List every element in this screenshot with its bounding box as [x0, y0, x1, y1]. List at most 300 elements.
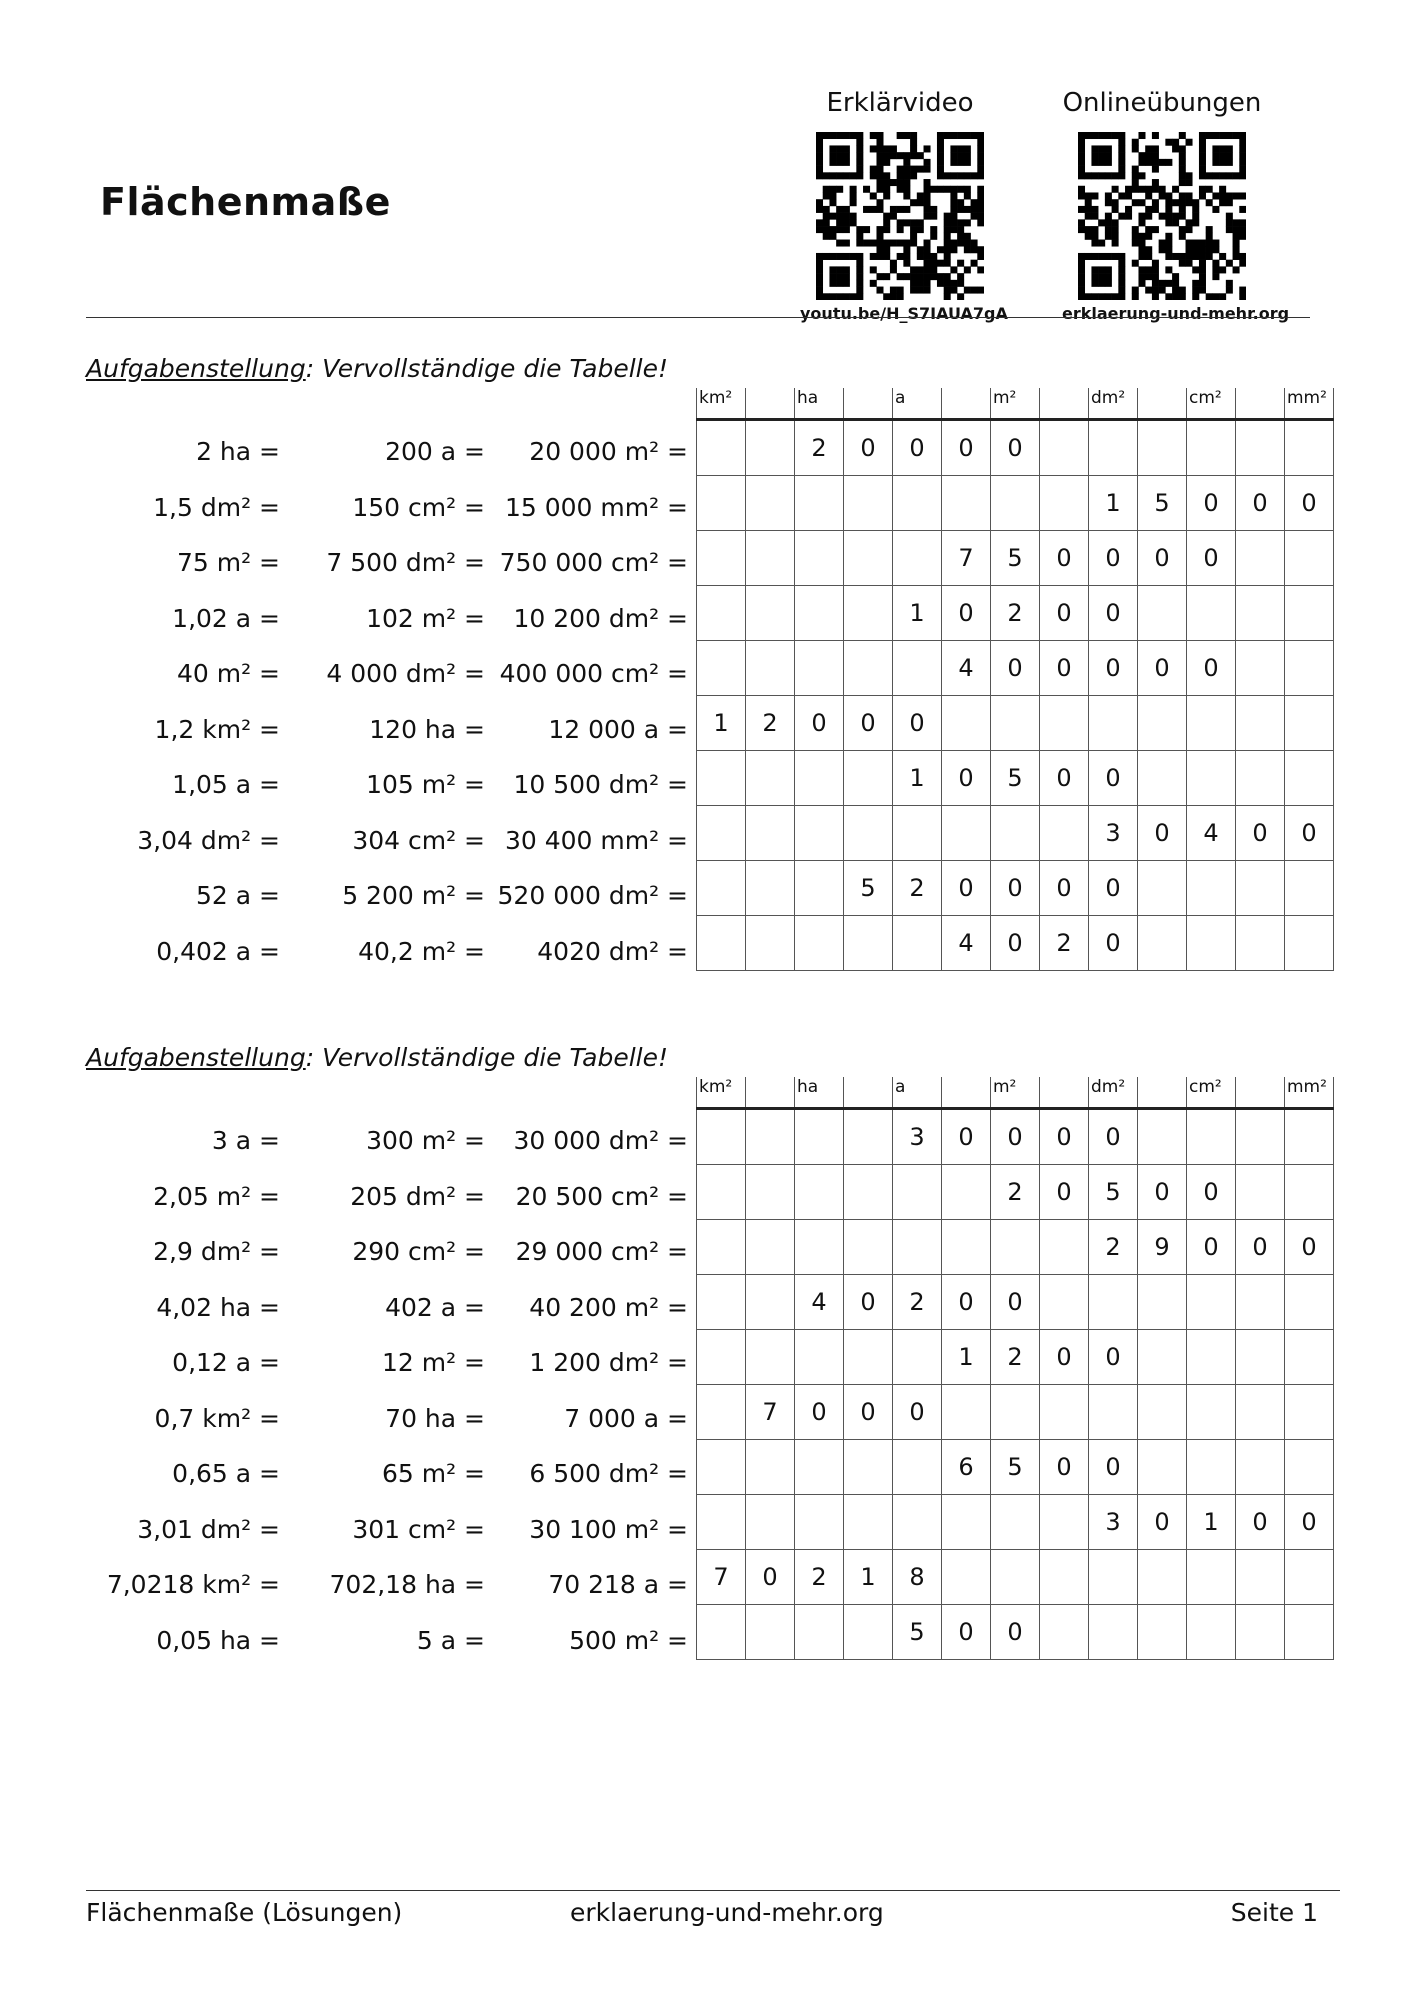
digit-cell[interactable]	[1285, 1550, 1334, 1605]
digit-cell[interactable]	[795, 1330, 844, 1385]
digit-cell[interactable]: 0	[1089, 916, 1138, 971]
digit-cell[interactable]	[697, 806, 746, 861]
digit-cell[interactable]	[697, 1165, 746, 1220]
digit-cell[interactable]	[1236, 1385, 1285, 1440]
digit-cell[interactable]: 3	[1089, 1495, 1138, 1550]
digit-cell[interactable]: 0	[1285, 1220, 1334, 1275]
digit-cell[interactable]	[746, 861, 795, 916]
table-row	[697, 1165, 1334, 1220]
digit-cell[interactable]: 5	[991, 1440, 1040, 1495]
digit-cell[interactable]	[1187, 696, 1236, 751]
digit-cell[interactable]	[1187, 1550, 1236, 1605]
digit-cell[interactable]	[697, 531, 746, 586]
digit-cell[interactable]: 0	[942, 1605, 991, 1660]
digit-cell[interactable]	[991, 696, 1040, 751]
digit-cell[interactable]: 0	[1089, 641, 1138, 696]
digit-cell[interactable]: 0	[1236, 1220, 1285, 1275]
footer-center: erklaerung-und-mehr.org	[570, 1898, 884, 1927]
digit-cell[interactable]: 0	[991, 641, 1040, 696]
digit-cell[interactable]: 0	[893, 420, 942, 476]
equation-term: 105 m² =	[366, 770, 485, 799]
unit-header: km²	[697, 1077, 746, 1109]
digit-cell[interactable]: 0	[1089, 751, 1138, 806]
digit-cell[interactable]	[1285, 1275, 1334, 1330]
digit-cell[interactable]	[893, 1330, 942, 1385]
digit-cell[interactable]: 0	[1138, 531, 1187, 586]
unit-header: dm²	[1089, 1077, 1138, 1109]
digit-cell[interactable]: 0	[844, 420, 893, 476]
digit-cell[interactable]	[697, 1495, 746, 1550]
digit-cell[interactable]	[697, 916, 746, 971]
digit-cell[interactable]	[746, 806, 795, 861]
table-row	[697, 641, 1334, 696]
digit-cell[interactable]	[844, 531, 893, 586]
digit-cell[interactable]	[1089, 1550, 1138, 1605]
digit-cell[interactable]: 1	[942, 1330, 991, 1385]
digit-cell[interactable]	[942, 1220, 991, 1275]
digit-cell[interactable]: 0	[942, 861, 991, 916]
digit-cell[interactable]	[991, 806, 1040, 861]
digit-cell[interactable]	[795, 1165, 844, 1220]
digit-cell[interactable]: 4	[942, 641, 991, 696]
digit-cell[interactable]	[1187, 586, 1236, 641]
digit-cell[interactable]: 0	[1040, 531, 1089, 586]
digit-cell[interactable]	[1236, 1330, 1285, 1385]
digit-cell[interactable]	[1187, 861, 1236, 916]
digit-cell[interactable]: 2	[893, 1275, 942, 1330]
digit-cell[interactable]	[697, 641, 746, 696]
digit-cell[interactable]: 5	[991, 531, 1040, 586]
digit-cell[interactable]	[1089, 1605, 1138, 1660]
digit-cell[interactable]	[1138, 1385, 1187, 1440]
digit-cell[interactable]: 0	[795, 696, 844, 751]
digit-cell[interactable]	[795, 586, 844, 641]
digit-cell[interactable]	[844, 1605, 893, 1660]
digit-cell[interactable]: 9	[1138, 1220, 1187, 1275]
digit-cell[interactable]	[991, 1550, 1040, 1605]
digit-cell[interactable]	[844, 641, 893, 696]
digit-cell[interactable]	[1236, 1109, 1285, 1165]
digit-cell[interactable]: 7	[746, 1385, 795, 1440]
digit-cell[interactable]: 0	[942, 420, 991, 476]
digit-cell[interactable]: 0	[991, 1275, 1040, 1330]
digit-cell[interactable]	[893, 1495, 942, 1550]
equation-term: 70 218 a =	[548, 1570, 688, 1599]
digit-cell[interactable]	[795, 1495, 844, 1550]
digit-cell[interactable]	[942, 1385, 991, 1440]
unit-header	[942, 1077, 991, 1109]
digit-cell[interactable]	[746, 1275, 795, 1330]
digit-cell[interactable]: 5	[1089, 1165, 1138, 1220]
digit-cell[interactable]: 5	[991, 751, 1040, 806]
digit-cell[interactable]	[893, 806, 942, 861]
digit-cell[interactable]: 5	[893, 1605, 942, 1660]
digit-cell[interactable]	[942, 696, 991, 751]
digit-cell[interactable]: 0	[795, 1385, 844, 1440]
digit-cell[interactable]	[1138, 1605, 1187, 1660]
digit-cell[interactable]	[1285, 751, 1334, 806]
digit-cell[interactable]: 1	[1187, 1495, 1236, 1550]
digit-cell[interactable]: 0	[1138, 641, 1187, 696]
digit-cell[interactable]	[1138, 861, 1187, 916]
digit-cell[interactable]: 2	[893, 861, 942, 916]
digit-cell[interactable]	[697, 861, 746, 916]
digit-cell[interactable]: 0	[942, 751, 991, 806]
digit-cell[interactable]	[1187, 1440, 1236, 1495]
equation-term: 0,402 a =	[156, 936, 280, 966]
digit-cell[interactable]	[1138, 1275, 1187, 1330]
digit-cell[interactable]	[1089, 696, 1138, 751]
digit-cell[interactable]: 0	[1040, 751, 1089, 806]
digit-cell[interactable]	[746, 420, 795, 476]
digit-cell[interactable]	[697, 1385, 746, 1440]
equation-term: 102 m² =	[366, 603, 485, 633]
qr-online-block	[1062, 88, 1290, 323]
equation-term: 200 a =	[385, 437, 485, 466]
digit-cell[interactable]: 0	[746, 1550, 795, 1605]
digit-cell[interactable]	[942, 806, 991, 861]
qr-online-label: Onlineübungen	[1062, 88, 1262, 118]
unit-header	[1040, 1077, 1089, 1109]
digit-cell[interactable]	[893, 916, 942, 971]
table-row	[697, 861, 1334, 916]
digit-cell[interactable]	[746, 641, 795, 696]
unit-header: cm²	[1187, 1077, 1236, 1109]
digit-cell[interactable]	[795, 1605, 844, 1660]
unit-header	[844, 388, 893, 420]
equation-term: 75 m² =	[176, 548, 280, 577]
task-instruction-2	[86, 1043, 668, 1072]
digit-cell[interactable]: 0	[942, 1109, 991, 1165]
digit-cell[interactable]: 4	[795, 1275, 844, 1330]
digit-cell[interactable]: 2	[991, 586, 1040, 641]
digit-cell[interactable]: 0	[1089, 1440, 1138, 1495]
digit-cell[interactable]	[1138, 586, 1187, 641]
digit-cell[interactable]	[1236, 916, 1285, 971]
equation-term: 40 200 m² =	[529, 1292, 688, 1322]
digit-cell[interactable]	[893, 1220, 942, 1275]
digit-cell[interactable]: 0	[1040, 1109, 1089, 1165]
digit-cell[interactable]	[1285, 420, 1334, 476]
digit-cell[interactable]: 0	[991, 1109, 1040, 1165]
digit-cell[interactable]	[746, 1495, 795, 1550]
digit-cell[interactable]	[1040, 696, 1089, 751]
unit-header	[1138, 388, 1187, 420]
digit-cell[interactable]	[1285, 916, 1334, 971]
digit-cell[interactable]	[746, 1109, 795, 1165]
digit-cell[interactable]: 0	[1187, 1165, 1236, 1220]
digit-cell[interactable]: 7	[697, 1550, 746, 1605]
digit-cell[interactable]	[844, 586, 893, 641]
digit-cell[interactable]: 2	[1089, 1220, 1138, 1275]
digit-cell[interactable]: 2	[795, 420, 844, 476]
digit-cell[interactable]	[1138, 696, 1187, 751]
digit-cell[interactable]: 8	[893, 1550, 942, 1605]
digit-cell[interactable]	[844, 1440, 893, 1495]
digit-cell[interactable]	[1040, 420, 1089, 476]
digit-cell[interactable]	[795, 1440, 844, 1495]
digit-cell[interactable]	[1040, 476, 1089, 531]
digit-cell[interactable]: 0	[1040, 861, 1089, 916]
digit-cell[interactable]: 0	[1040, 1165, 1089, 1220]
digit-cell[interactable]	[1285, 861, 1334, 916]
qr-online-url[interactable]: erklaerung-und-mehr.org	[1062, 304, 1290, 323]
digit-cell[interactable]	[1285, 531, 1334, 586]
table-row	[697, 696, 1334, 751]
task-text: : Vervollständige die Tabelle!	[305, 1043, 669, 1072]
digit-cell[interactable]: 0	[1138, 806, 1187, 861]
digit-cell[interactable]: 0	[1089, 586, 1138, 641]
digit-cell[interactable]	[1187, 1275, 1236, 1330]
unit-header: m²	[991, 388, 1040, 420]
digit-cell[interactable]: 1	[844, 1550, 893, 1605]
digit-cell[interactable]: 3	[893, 1109, 942, 1165]
digit-cell[interactable]	[746, 1605, 795, 1660]
digit-cell[interactable]	[1187, 420, 1236, 476]
digit-cell[interactable]: 0	[1089, 861, 1138, 916]
digit-cell[interactable]: 1	[893, 751, 942, 806]
digit-cell[interactable]: 0	[1040, 1330, 1089, 1385]
digit-cell[interactable]: 0	[1089, 531, 1138, 586]
digit-cell[interactable]	[795, 751, 844, 806]
digit-cell[interactable]	[893, 476, 942, 531]
digit-cell[interactable]	[1187, 1330, 1236, 1385]
digit-cell[interactable]	[991, 476, 1040, 531]
digit-cell[interactable]	[697, 1220, 746, 1275]
digit-cell[interactable]: 0	[1040, 586, 1089, 641]
digit-cell[interactable]	[942, 1495, 991, 1550]
digit-cell[interactable]	[795, 476, 844, 531]
digit-cell[interactable]	[746, 751, 795, 806]
digit-cell[interactable]: 0	[1285, 1495, 1334, 1550]
digit-cell[interactable]: 0	[844, 1275, 893, 1330]
digit-cell[interactable]: 0	[1138, 1495, 1187, 1550]
digit-cell[interactable]	[1236, 861, 1285, 916]
digit-cell[interactable]	[1089, 1385, 1138, 1440]
equation-term: 3,04 dm² =	[137, 825, 280, 855]
digit-cell[interactable]	[844, 1495, 893, 1550]
digit-cell[interactable]: 1	[1089, 476, 1138, 531]
digit-cell[interactable]	[844, 916, 893, 971]
digit-cell[interactable]	[1285, 696, 1334, 751]
digit-cell[interactable]: 0	[893, 1385, 942, 1440]
digit-cell[interactable]	[893, 1440, 942, 1495]
digit-cell[interactable]: 0	[1187, 641, 1236, 696]
digit-cell[interactable]: 1	[697, 696, 746, 751]
digit-cell[interactable]	[746, 1330, 795, 1385]
equation-term: 500 m² =	[569, 1625, 688, 1655]
digit-cell[interactable]	[1236, 1275, 1285, 1330]
digit-cell[interactable]	[795, 861, 844, 916]
digit-cell[interactable]	[991, 1385, 1040, 1440]
digit-cell[interactable]: 0	[844, 1385, 893, 1440]
digit-cell[interactable]	[844, 751, 893, 806]
digit-cell[interactable]	[1236, 1550, 1285, 1605]
digit-cell[interactable]: 1	[893, 586, 942, 641]
equation-term: 402 a =	[385, 1292, 485, 1322]
equation-term: 120 ha =	[369, 714, 485, 744]
digit-cell[interactable]	[1138, 1550, 1187, 1605]
digit-cell[interactable]	[844, 1165, 893, 1220]
digit-cell[interactable]	[1236, 586, 1285, 641]
digit-cell[interactable]	[697, 1109, 746, 1165]
digit-cell[interactable]	[746, 476, 795, 531]
digit-cell[interactable]: 2	[991, 1165, 1040, 1220]
digit-cell[interactable]	[746, 1220, 795, 1275]
digit-cell[interactable]	[1285, 1165, 1334, 1220]
digit-cell[interactable]	[893, 1165, 942, 1220]
digit-cell[interactable]: 2	[795, 1550, 844, 1605]
digit-cell[interactable]	[1138, 916, 1187, 971]
digit-cell[interactable]	[697, 420, 746, 476]
digit-cell[interactable]	[844, 1109, 893, 1165]
digit-cell[interactable]: 4	[1187, 806, 1236, 861]
digit-cell[interactable]	[1089, 1275, 1138, 1330]
digit-cell[interactable]	[746, 1440, 795, 1495]
digit-cell[interactable]: 0	[991, 916, 1040, 971]
digit-cell[interactable]: 0	[1187, 531, 1236, 586]
digit-cell[interactable]	[1138, 1109, 1187, 1165]
digit-cell[interactable]	[1236, 420, 1285, 476]
digit-cell[interactable]: 7	[942, 531, 991, 586]
digit-cell[interactable]: 0	[1236, 476, 1285, 531]
digit-cell[interactable]	[697, 1275, 746, 1330]
digit-cell[interactable]: 0	[991, 420, 1040, 476]
digit-cell[interactable]: 0	[1040, 641, 1089, 696]
digit-cell[interactable]: 0	[844, 696, 893, 751]
equation-term: 290 cm² =	[352, 1237, 485, 1266]
digit-cell[interactable]	[1089, 420, 1138, 476]
digit-cell[interactable]	[746, 916, 795, 971]
digit-cell[interactable]	[1040, 1275, 1089, 1330]
digit-cell[interactable]	[1040, 1385, 1089, 1440]
digit-cell[interactable]	[844, 806, 893, 861]
digit-cell[interactable]: 0	[1285, 806, 1334, 861]
digit-cell[interactable]	[942, 1165, 991, 1220]
digit-cell[interactable]: 4	[942, 916, 991, 971]
qr-code-icon	[816, 132, 984, 300]
digit-cell[interactable]: 0	[991, 861, 1040, 916]
digit-cell[interactable]	[893, 641, 942, 696]
digit-cell[interactable]	[697, 1440, 746, 1495]
digit-cell[interactable]	[795, 641, 844, 696]
table-row	[697, 586, 1334, 641]
digit-cell[interactable]	[942, 1550, 991, 1605]
digit-cell[interactable]	[795, 806, 844, 861]
digit-cell[interactable]	[1187, 1605, 1236, 1660]
digit-cell[interactable]	[1236, 1440, 1285, 1495]
digit-cell[interactable]: 0	[1040, 1440, 1089, 1495]
digit-cell[interactable]: 0	[1285, 476, 1334, 531]
qr-video-url[interactable]: youtu.be/H_S7IAUA7gA	[800, 304, 1008, 323]
digit-cell[interactable]	[1040, 806, 1089, 861]
digit-cell[interactable]	[1285, 1440, 1334, 1495]
digit-cell[interactable]: 2	[746, 696, 795, 751]
digit-cell[interactable]	[1236, 641, 1285, 696]
digit-cell[interactable]	[697, 751, 746, 806]
equation-term: 4,02 ha =	[156, 1292, 280, 1322]
digit-cell[interactable]	[746, 586, 795, 641]
digit-cell[interactable]	[1040, 1220, 1089, 1275]
digit-cell[interactable]	[1285, 1330, 1334, 1385]
digit-cell[interactable]	[795, 1220, 844, 1275]
digit-cell[interactable]: 0	[942, 586, 991, 641]
table-row	[697, 476, 1334, 531]
digit-cell[interactable]	[1236, 1605, 1285, 1660]
digit-cell[interactable]	[1040, 1550, 1089, 1605]
digit-cell[interactable]	[893, 531, 942, 586]
digit-cell[interactable]	[942, 476, 991, 531]
digit-cell[interactable]	[1040, 1605, 1089, 1660]
digit-cell[interactable]	[1236, 1165, 1285, 1220]
table-row	[697, 806, 1334, 861]
digit-cell[interactable]: 0	[1236, 1495, 1285, 1550]
digit-cell[interactable]: 3	[1089, 806, 1138, 861]
digit-cell[interactable]: 2	[1040, 916, 1089, 971]
digit-cell[interactable]	[1236, 531, 1285, 586]
digit-cell[interactable]	[697, 1330, 746, 1385]
digit-cell[interactable]: 5	[844, 861, 893, 916]
equation-term: 7 000 a =	[564, 1403, 688, 1433]
digit-cell[interactable]: 0	[1138, 1165, 1187, 1220]
digit-cell[interactable]	[844, 1220, 893, 1275]
digit-cell[interactable]	[697, 1605, 746, 1660]
digit-cell[interactable]	[1285, 1605, 1334, 1660]
digit-cell[interactable]: 0	[1187, 1220, 1236, 1275]
digit-cell[interactable]	[991, 1220, 1040, 1275]
digit-cell[interactable]: 0	[1236, 806, 1285, 861]
digit-cell[interactable]	[1138, 1330, 1187, 1385]
digit-cell[interactable]	[1138, 1440, 1187, 1495]
digit-cell[interactable]	[1187, 1385, 1236, 1440]
digit-cell[interactable]	[1285, 1109, 1334, 1165]
digit-cell[interactable]	[697, 476, 746, 531]
digit-cell[interactable]	[844, 476, 893, 531]
digit-cell[interactable]	[746, 1165, 795, 1220]
digit-cell[interactable]	[795, 1109, 844, 1165]
digit-cell[interactable]: 0	[893, 696, 942, 751]
digit-cell[interactable]	[1187, 916, 1236, 971]
digit-cell[interactable]: 5	[1138, 476, 1187, 531]
digit-cell[interactable]	[795, 916, 844, 971]
digit-cell[interactable]	[1187, 1109, 1236, 1165]
digit-cell[interactable]: 0	[1089, 1109, 1138, 1165]
digit-cell[interactable]: 0	[1089, 1330, 1138, 1385]
digit-cell[interactable]	[844, 1330, 893, 1385]
digit-cell[interactable]	[746, 531, 795, 586]
digit-cell[interactable]	[1285, 586, 1334, 641]
digit-cell[interactable]	[1236, 696, 1285, 751]
digit-cell[interactable]	[1138, 420, 1187, 476]
digit-cell[interactable]	[991, 1495, 1040, 1550]
digit-cell[interactable]	[1285, 641, 1334, 696]
equation-term: 1,02 a =	[172, 603, 280, 633]
digit-cell[interactable]	[697, 586, 746, 641]
digit-cell[interactable]: 2	[991, 1330, 1040, 1385]
digit-cell[interactable]	[1285, 1385, 1334, 1440]
digit-cell[interactable]	[1138, 751, 1187, 806]
digit-cell[interactable]: 6	[942, 1440, 991, 1495]
digit-cell[interactable]: 0	[991, 1605, 1040, 1660]
unit-header: ha	[795, 388, 844, 420]
digit-cell[interactable]	[795, 531, 844, 586]
digit-cell[interactable]	[1236, 751, 1285, 806]
digit-cell[interactable]	[1040, 1495, 1089, 1550]
equation-term: 4020 dm² =	[537, 936, 688, 966]
digit-cell[interactable]: 0	[942, 1275, 991, 1330]
digit-cell[interactable]	[1187, 751, 1236, 806]
digit-cell[interactable]: 0	[1187, 476, 1236, 531]
